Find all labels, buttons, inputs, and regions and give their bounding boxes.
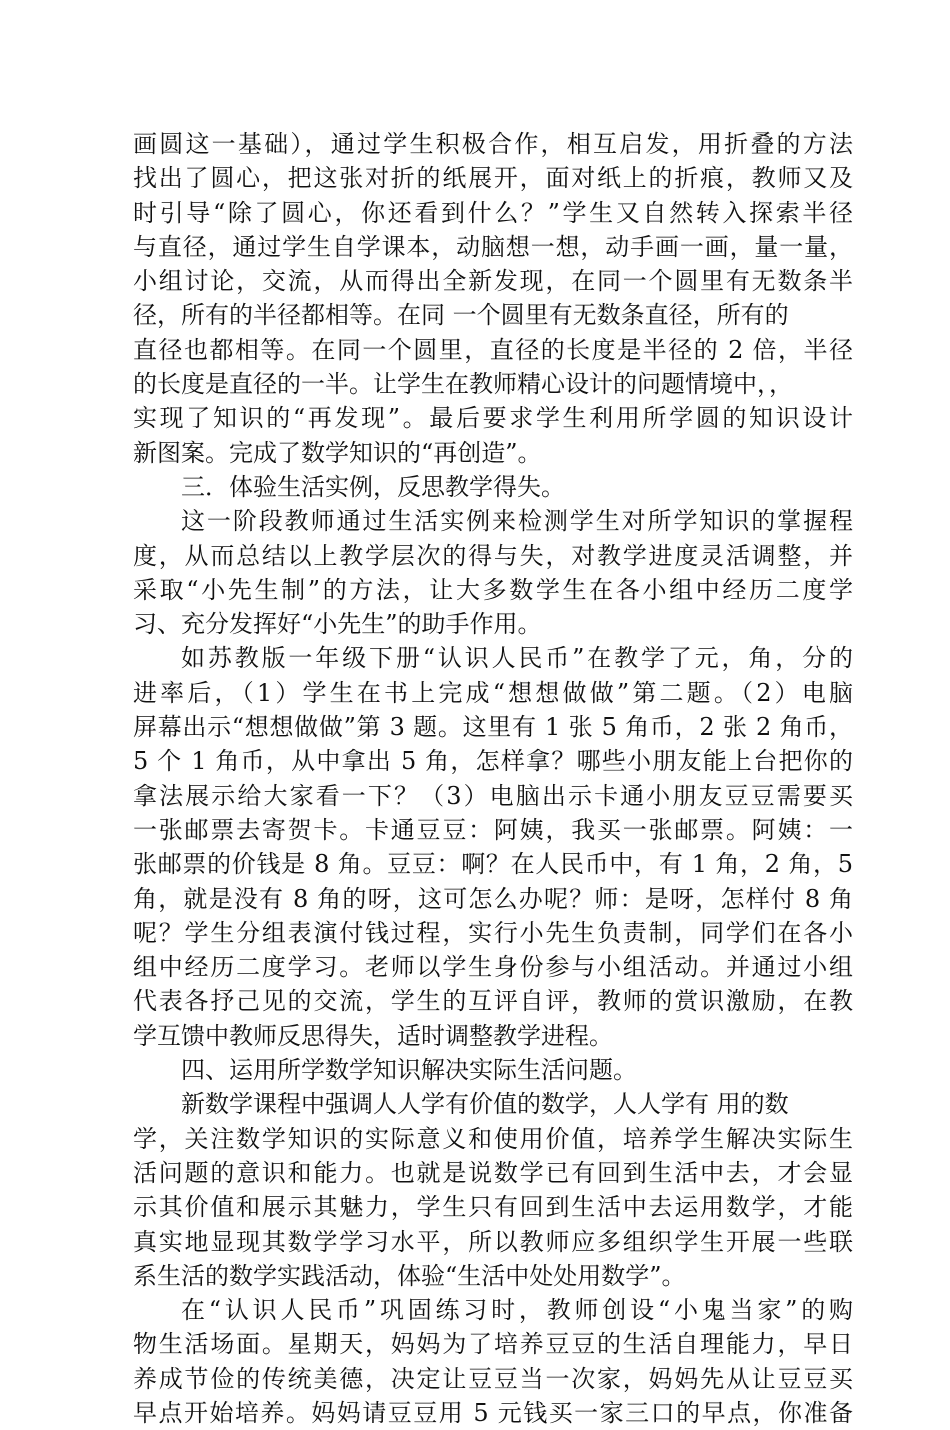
- text-line: 三．体验生活实例，反思教学得失。: [181, 472, 565, 501]
- text-line: 张邮票的价钱是 8 角。豆豆：啊？在人民币中，有 1 角，2 角，5: [133, 850, 853, 879]
- text-line: 养成节俭的传统美德，决定让豆豆当一次家，妈妈先从让豆豆买: [133, 1364, 853, 1393]
- text-line: 度，从而总结以上教学层次的得与失，对教学进度灵活调整，并: [133, 541, 853, 570]
- text-line: 代表各抒己见的交流，学生的互评自评，教师的赏识激励，在教: [133, 987, 853, 1016]
- text-line: 画圆这一基础），通过学生积极合作，相互启发，用折叠的方法: [133, 130, 853, 158]
- text-line: 这一阶段教师通过生活实例来检测学生对所学知识的掌握程: [181, 507, 853, 536]
- text-line: 采取“小先生制”的方法，让大多数学生在各小组中经历二度学: [133, 575, 853, 604]
- text-line: 在“认识人民币”巩固练习时，教师创设“小鬼当家”的购: [181, 1296, 853, 1325]
- text-line: 实现了知识的“再发现”。最后要求学生利用所学圆的知识设计: [133, 404, 853, 433]
- text-line: 一张邮票去寄贺卡。卡通豆豆：阿姨，我买一张邮票。阿姨：一: [133, 815, 853, 844]
- text-line: 时引导“除了圆心，你还看到什么？”学生又自然转入探索半径: [133, 198, 853, 227]
- text-line: 系生活的数学实践活动，体验“生活中处处用数学”。: [133, 1261, 686, 1290]
- text-line: 物生活场面。星期天，妈妈为了培养豆豆的生活自理能力，早日: [133, 1330, 853, 1359]
- text-line: 四、运用所学数学知识解决实际生活问题。: [181, 1056, 637, 1085]
- text-line: 示其价值和展示其魅力，学生只有回到生活中去运用数学，才能: [133, 1193, 853, 1222]
- text-line: 活问题的意识和能力。也就是说数学已有回到生活中去，才会显: [133, 1158, 853, 1187]
- text-line: 与直径，通过学生自学课本，动脑想一想，动手画一画，量一量，: [133, 232, 853, 261]
- text-line: 呢？学生分组表演付钱过程，实行小先生负责制，同学们在各小: [133, 918, 853, 947]
- text-line: 拿法展示给大家看一下？（3）电脑出示卡通小朋友豆豆需要买: [133, 781, 853, 810]
- text-line: 5 个 1 角币，从中拿出 5 角，怎样拿？哪些小朋友能上台把你的: [133, 747, 853, 776]
- text-line: 真实地显现其数学学习水平，所以教师应多组织学生开展一些联: [133, 1227, 853, 1256]
- text-line: 早点开始培养。妈妈请豆豆用 5 元钱买一家三口的早点，你准备: [133, 1398, 853, 1427]
- text-line: 进率后，（1）学生在书上完成“想想做做”第二题。（2）电脑: [133, 678, 853, 707]
- text-line: 新图案。完成了数学知识的“再创造”。: [133, 438, 542, 467]
- text-line: 学，关注数学知识的实际意义和使用价值，培养学生解决实际生: [133, 1124, 853, 1153]
- text-line: 径，所有的半径都相等。在同 一个圆里有无数条直径，所有的: [133, 301, 789, 330]
- text-line: 直径也都相等。在同一个圆里，直径的长度是半径的 2 倍，半径: [133, 335, 853, 364]
- text-line: 组中经历二度学习。老师以学生身份参与小组活动。并通过小组: [133, 953, 853, 982]
- text-line: 屏幕出示“想想做做”第 3 题。这里有 1 张 5 角币，2 张 2 角币，: [133, 713, 853, 742]
- text-line: 新数学课程中强调人人学有价值的数学，人人学有 用的数: [181, 1090, 789, 1119]
- text-line: 的长度是直径的一半。让学生在教师精心设计的问题情境中，，: [133, 370, 793, 399]
- text-line: 如苏教版一年级下册“认识人民币”在教学了元，角，分的: [181, 644, 853, 673]
- text-line: 找出了圆心，把这张对折的纸展开，面对纸上的折痕，教师又及: [133, 164, 853, 193]
- body-text: [133, 127, 853, 1430]
- text-line: 角，就是没有 8 角的呀，这可怎么办呢？师：是呀，怎样付 8 角: [133, 884, 853, 913]
- text-line: 学互馈中教师反思得失，适时调整教学进程。: [133, 1021, 613, 1050]
- text-line: 小组讨论，交流，从而得出全新发现，在同一个圆里有无数条半: [133, 267, 853, 296]
- text-line: 习、充分发挥好“小先生”的助手作用。: [133, 610, 542, 639]
